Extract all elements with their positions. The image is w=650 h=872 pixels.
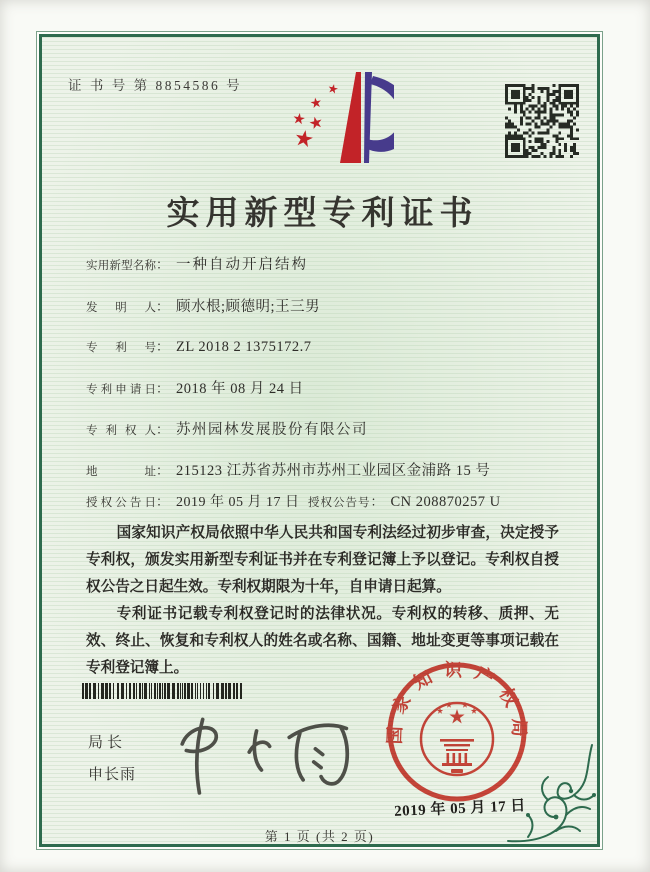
field-colon: ： [156,494,170,509]
field-label: 专利申请日 [86,384,156,396]
signer-title: 局长 [88,734,127,751]
field-value: 2018 年 08 月 24 日 [176,381,304,397]
field-value: 215123 江苏省苏州市苏州工业园区金浦路 15 号 [176,463,491,479]
field-row-address [86,459,571,480]
certificate-paper [39,34,600,847]
field-colon: ： [156,339,170,354]
field-colon: ： [156,422,170,437]
field-row-name [86,253,571,274]
signer-name: 申长雨 [88,766,137,783]
field-value: ZL 2018 2 1375172.7 [176,339,312,355]
signature-icon [170,707,366,807]
field-label: 授权公告日 [86,497,156,509]
field-label: 地址 [86,466,156,478]
field-colon: ： [156,257,170,272]
field-pair-grant-number [308,491,501,511]
field-colon: ： [156,463,170,478]
field-label: 专利权人 [86,425,156,437]
field-label: 发明人 [86,302,156,314]
legal-paragraph-2: 专利证书记载专利权登记时的法律状况。专利权的转移、质押、无效、终止、恢复和专利权人的姓名或名称、国籍、地址变更等事项记载在专利登记簿上。 [86,606,559,676]
field-row-patent-number [86,336,571,356]
field-row-patentee [86,418,571,439]
field-label: 实用新型名称 [86,260,156,272]
seal-date: 2019 年 05 月 17 日 [393,798,527,820]
certificate-number: 证 书 号 第 8854586 号 [68,78,243,93]
field-row-filing-date [86,377,571,398]
field-label: 专利号 [86,342,156,354]
field-label: 授权公告号 [308,497,371,509]
field-value: 2019 年 05 月 17 日 [176,495,300,510]
certificate-frame [36,31,603,850]
page-footer: 第 1 页 (共 2 页) [264,829,375,844]
field-row-grant [86,491,571,511]
page-title: 实用新型专利证书 [166,196,479,232]
legal-paragraph-1: 国家知识产权局依照中华人民共和国专利法经过初步审查，决定授予专利权，颁发实用新型专利证书并在专利登记簿上予以登记。专利权自授权公告之日起生效。专利权期限为十年，自申请日起算。 [86,525,559,595]
barcode [82,683,246,699]
field-value: 苏州园林发展股份有限公司 [176,422,369,438]
field-row-inventors [86,295,571,316]
seal-ring-text: 国家知识产权局 [384,659,530,748]
field-colon: ： [156,299,170,314]
field-colon: ： [156,381,170,396]
qr-code [505,84,579,158]
field-value: 一种自动开启结构 [176,257,309,273]
field-value: CN 208870257 U [390,494,501,510]
field-colon: ： [370,494,384,509]
field-list [86,253,571,523]
cnipa-logo-icon [264,67,394,175]
field-value: 顾水根;顾德明;王三男 [176,299,321,315]
